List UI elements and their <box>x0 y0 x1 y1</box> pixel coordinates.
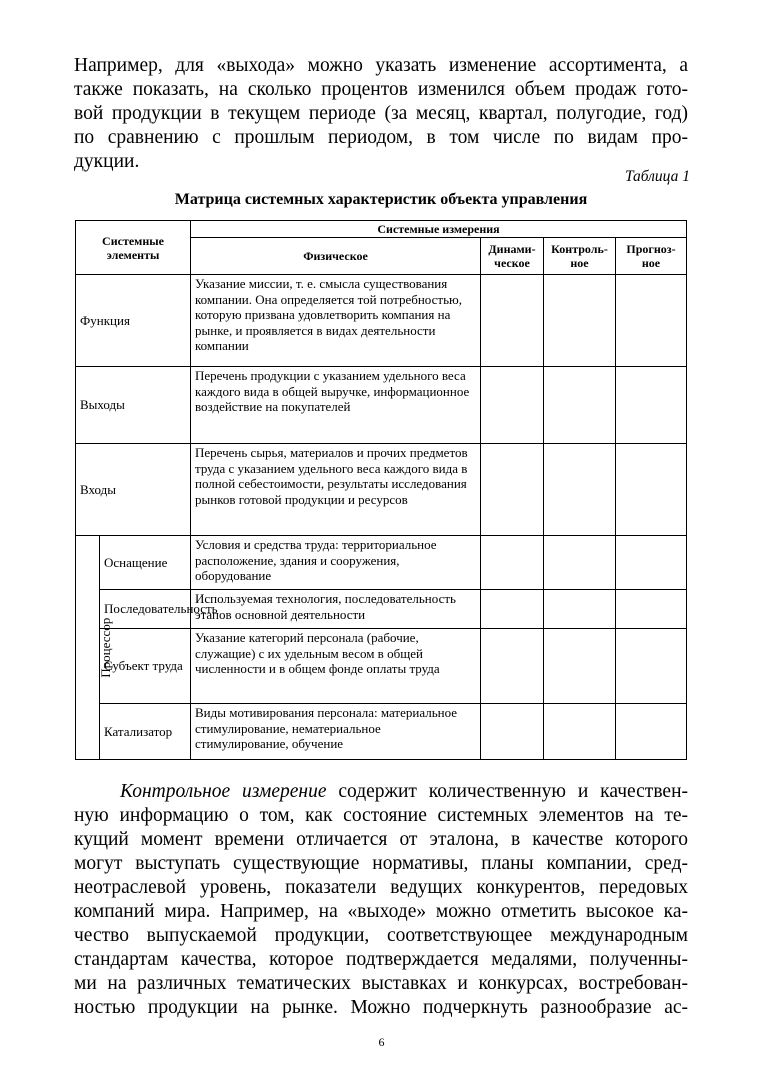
table-row <box>76 704 687 760</box>
empty-cell <box>481 275 544 367</box>
control-measurement-paragraph <box>74 780 688 1020</box>
processor-group-cell <box>76 536 114 760</box>
empty-cell <box>544 590 616 629</box>
physical-cell: Виды мотивирования персонала: материальное стимулирование, нематериальное стимулирование, обучение <box>191 704 481 760</box>
empty-cell <box>544 275 616 367</box>
page-number: 6 <box>378 1035 385 1049</box>
empty-cell <box>481 444 544 536</box>
text-line: чество выпускаемой продукции, соответствующее международным <box>74 925 688 946</box>
empty-cell <box>616 704 687 760</box>
text-line: Например, для «выхода» можно указать изменение ассортимента, а <box>74 55 688 76</box>
empty-cell <box>616 367 687 444</box>
physical-cell: Перечень сырья, материалов и прочих предметов труда с указанием удельного веса каждого вида в полной себестоимости, результаты исследования рынков готовой продукции и ресурсов <box>191 444 481 536</box>
row-name-inputs: Входы <box>76 444 191 536</box>
physical-cell: Указание категорий персонала (рабочие, служащие) с их удельным весом в общей численности и в общем фонде оплаты труда <box>191 629 481 704</box>
table-number-label: Таблица 1 <box>624 168 690 185</box>
table-row <box>76 367 687 444</box>
empty-cell <box>544 444 616 536</box>
text-line: также показать, на сколько процентов изменился объем продаж гото- <box>74 79 688 100</box>
table-title: Матрица системных характеристик объекта управления <box>174 191 588 208</box>
empty-cell <box>544 367 616 444</box>
text-line: могут выступать существующие нормативы, планы компании, сред- <box>74 853 688 874</box>
text-line: Контрольное измерение содержит количественную и качествен- <box>120 781 688 802</box>
empty-cell <box>544 536 616 590</box>
physical-cell: Перечень продукции с указанием удельного веса каждого вида в общей выручке, информационное воздействие на покупателей <box>191 367 481 444</box>
table-row <box>76 444 687 536</box>
empty-cell <box>616 536 687 590</box>
row-name-catalyst: Катализатор <box>100 704 191 760</box>
row-name-outputs: Выходы <box>76 367 191 444</box>
empty-cell <box>481 629 544 704</box>
text-line: стандартам качества, которое подтверждается медалями, полученны- <box>74 949 688 970</box>
empty-cell <box>544 629 616 704</box>
empty-cell <box>481 590 544 629</box>
row-name-subject: Субъект труда <box>100 629 191 704</box>
physical-cell: Условия и средства труда: территориальное расположение, здания и сооружения, оборудование <box>191 536 481 590</box>
text-line: компаний мира. Например, на «выходе» можно отметить высокое ка- <box>74 901 688 922</box>
table-row <box>76 590 687 629</box>
table-row <box>76 536 687 590</box>
empty-cell <box>481 704 544 760</box>
text-line: ми на различных тематических выставках и конкурсах, востребован- <box>74 973 688 994</box>
empty-cell <box>481 367 544 444</box>
text-line: дукции. <box>74 151 140 172</box>
intro-paragraph <box>74 54 688 174</box>
empty-cell <box>616 275 687 367</box>
empty-cell <box>616 444 687 536</box>
header-system-elements: Системные элементы <box>76 221 191 275</box>
physical-cell: Указание миссии, т. е. смысла существования компании. Она определяется той потребностью, которую призвана удовлетворить компания на рынке, и проявляется в видах деятельности компании <box>191 275 481 367</box>
emphasis-term: Контрольное измерение <box>120 781 327 802</box>
table-row <box>76 629 687 704</box>
empty-cell <box>544 704 616 760</box>
row-name-function: Функция <box>76 275 191 367</box>
empty-cell <box>616 590 687 629</box>
text-line: кущий момент времени отличается от эталона, в качестве которого <box>74 829 688 850</box>
empty-cell <box>616 629 687 704</box>
row-name-sequence: Последовательность <box>100 590 191 629</box>
text-line: ностью продукции на рынке. Можно подчеркнуть разнообразие ас- <box>74 997 688 1018</box>
table-row <box>76 275 687 367</box>
system-matrix-table <box>75 220 687 760</box>
row-name-equipment: Оснащение <box>100 536 191 590</box>
text-line: вой продукции в текущем периоде (за месяц, квартал, полугодие, год) <box>74 103 688 124</box>
text-line: неотраслевой уровень, показатели ведущих конкурентов, передовых <box>74 877 688 898</box>
empty-cell <box>481 536 544 590</box>
header-physical: Физическое <box>191 238 481 275</box>
header-control: Контроль-ное <box>544 238 616 275</box>
text-line: ную информацию о том, как состояние системных элементов на те- <box>74 805 688 826</box>
header-system-measurements: Системные измерения <box>191 221 687 238</box>
physical-cell: Используемая технология, последовательность этапов основной деятельности <box>191 590 481 629</box>
processor-label: Процессор <box>98 617 114 678</box>
text-line: по сравнению с прошлым периодом, в том числе по видам про- <box>74 127 688 148</box>
header-forecast: Прогноз-ное <box>616 238 687 275</box>
header-dynamic: Динами-ческое <box>481 238 544 275</box>
